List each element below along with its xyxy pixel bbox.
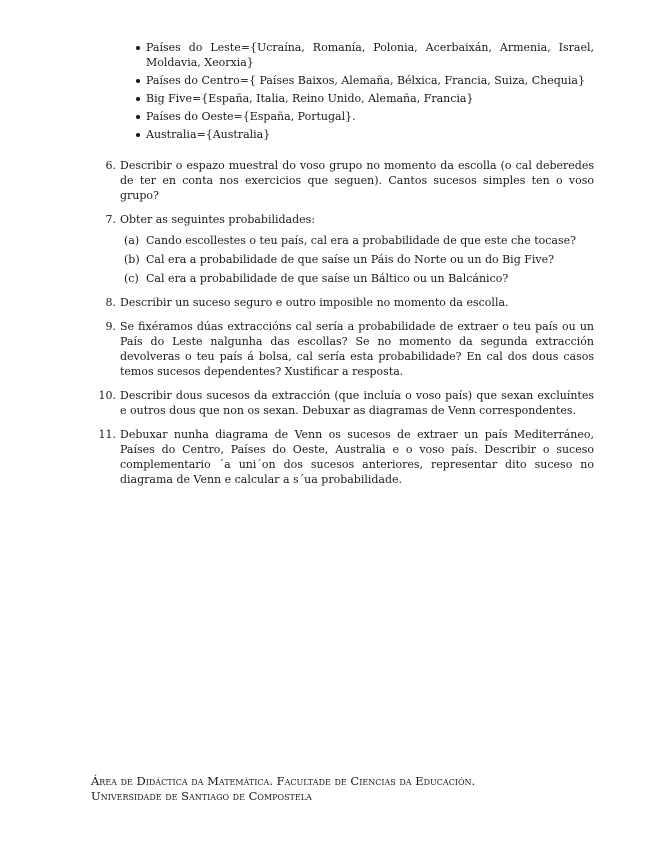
subitem-label: (c) bbox=[124, 272, 139, 285]
subitem-label: (b) bbox=[124, 253, 140, 266]
country-groups-list bbox=[146, 40, 594, 145]
bullet-item: Big Five={España, Italia, Reino Unido, Alemaña, Francia} bbox=[146, 91, 594, 106]
exercise-item-10 bbox=[98, 388, 594, 418]
subitem-text: Cal era a probabilidade de que saíse un Páis do Norte ou un do Big Five? bbox=[146, 253, 555, 266]
subitem-text: Cal era a probabilidade de que saíse un Báltico ou un Balcánico? bbox=[146, 272, 509, 285]
subitem-text: Cando escollestes o teu país, cal era a probabilidade de que este che tocase? bbox=[146, 234, 577, 247]
exercise-text: Describir o espazo muestral do voso grupo no momento da escolla (o cal deberedes de ter en conta nos exercicios que seguen). Cantos sucesos simples ten o voso grupo? bbox=[120, 159, 594, 202]
exercise-number: 7. bbox=[105, 213, 116, 226]
bullet-item: Países do Centro={ Países Baixos, Alemaña, Bélxica, Francia, Suiza, Chequia} bbox=[146, 73, 594, 88]
exercise-list bbox=[98, 158, 594, 496]
exercise-number: 8. bbox=[105, 296, 116, 309]
bullet-item: Australia={Australia} bbox=[146, 127, 594, 142]
exercise-number: 6. bbox=[105, 159, 116, 172]
exercise-item-11 bbox=[98, 427, 594, 487]
exercise-text: Obter as seguintes probabilidades: bbox=[120, 213, 316, 226]
exercise-number: 9. bbox=[105, 320, 116, 333]
footer-line-department: Área de Didáctica da Matemática. Facultade de Ciencias da Educación. bbox=[91, 774, 476, 788]
exercise-item-8 bbox=[105, 295, 594, 310]
exercise-text: Describir un suceso seguro e outro imposible no momento da escolla. bbox=[120, 296, 509, 309]
subitem bbox=[120, 233, 594, 248]
exercise-item-9 bbox=[105, 319, 594, 379]
exercise-number: 11. bbox=[98, 428, 116, 441]
subitem-list bbox=[120, 233, 594, 286]
exercise-text: Debuxar nunha diagrama de Venn os sucesos de extraer un país Mediterráneo, Países do Centro, Países do Oeste, Australia e o voso país. Describir o suceso complementario ´a uni´on dos sucesos anteriores, representar dito suceso no diagrama de Venn e calcular a s´ua probabilidade. bbox=[120, 428, 594, 486]
exercise-text: Se fixéramos dúas extraccións cal sería a probabilidade de extraer o teu país ou un País do Leste nalgunha das escollas? Se no momento da segunda extracción devolveras o teu país á bolsa, cal sería esta probabilidade? En cal dos dous casos temos sucesos dependentes? Xustificar a resposta. bbox=[120, 320, 594, 378]
exercise-item-7 bbox=[105, 212, 594, 286]
footer-line-university: Universidade de Santiago de Compostela bbox=[91, 789, 312, 803]
subitem bbox=[120, 252, 594, 267]
page-footer bbox=[91, 774, 591, 804]
exercise-item-6 bbox=[105, 158, 594, 203]
subitem-label: (a) bbox=[124, 234, 140, 247]
exercise-text: Describir dous sucesos da extracción (que incluía o voso país) que sexan excluíntes e outros dous que non os sexan. Debuxar as diagramas de Venn correspondentes. bbox=[120, 389, 594, 417]
bullet-item: Países do Oeste={España, Portugal}. bbox=[146, 109, 594, 124]
exercise-number: 10. bbox=[98, 389, 116, 402]
bullet-item: Países do Leste={Ucraína, Romanía, Polonia, Acerbaixán, Armenia, Israel, Moldavia, Xeorxia} bbox=[146, 41, 594, 69]
subitem bbox=[120, 271, 594, 286]
